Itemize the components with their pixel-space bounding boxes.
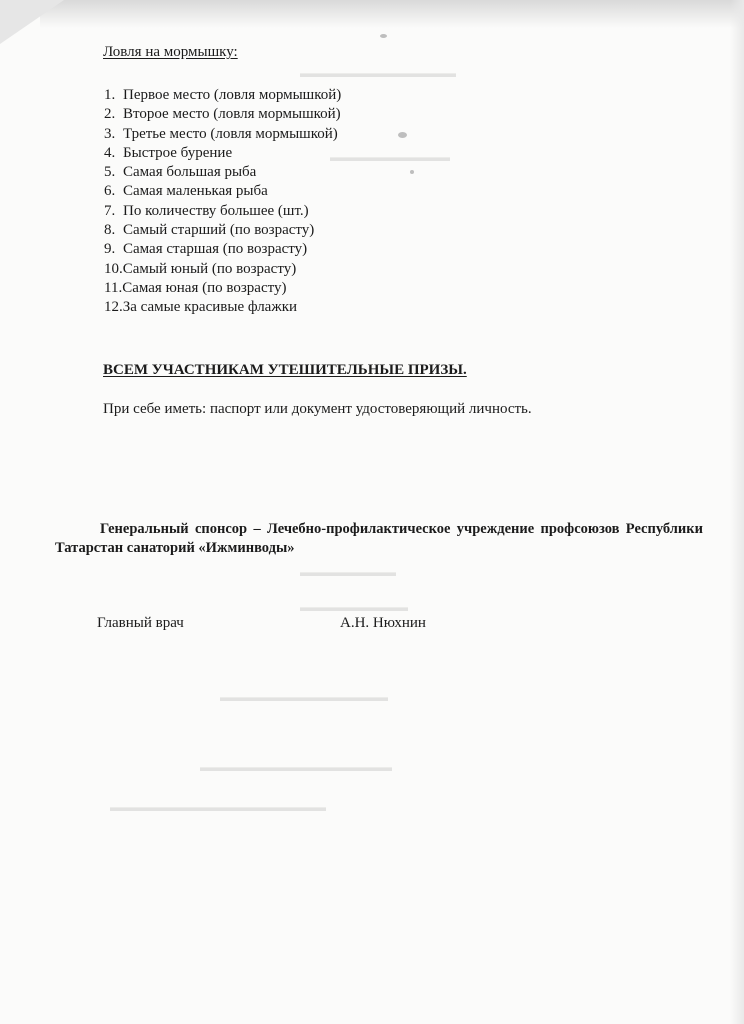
- list-item: 6. Самая маленькая рыба: [104, 183, 268, 200]
- scan-speck: [380, 34, 387, 38]
- list-item: 9. Самая старшая (по возрасту): [104, 241, 308, 258]
- section-heading: Ловля на мормышку:: [103, 44, 238, 60]
- documents-note: При себе иметь: паспорт или документ удостоверяющий личность.: [103, 401, 532, 417]
- signatory-name: А.Н. Нюхнин: [340, 615, 426, 631]
- bleed-through: ▬▬▬▬▬▬▬▬▬: [300, 600, 408, 614]
- bleed-through: ▬▬▬▬▬▬▬▬▬▬▬▬▬▬: [220, 690, 388, 704]
- consolation-prizes-heading: ВСЕМ УЧАСТНИКАМ УТЕШИТЕЛЬНЫЕ ПРИЗЫ.: [103, 362, 467, 378]
- scan-edge-shadow: [40, 0, 744, 28]
- list-item: 4. Быстрое бурение: [104, 144, 233, 161]
- list-item: 11.Самая юная (по возрасту): [104, 279, 287, 296]
- list-item: 5. Самая большая рыба: [104, 164, 257, 181]
- list-item: 10.Самый юный (по возрасту): [104, 260, 297, 277]
- list-item: 3. Третье место (ловля мормышкой): [104, 125, 338, 142]
- list-item: 12.За самые красивые флажки: [104, 299, 298, 316]
- scan-corner-shadow: [0, 0, 64, 44]
- list-item: 2. Второе место (ловля мормышкой): [104, 106, 341, 123]
- list-item: 1. Первое место (ловля мормышкой): [104, 87, 342, 103]
- prize-list: [104, 86, 341, 318]
- list-item: 7. По количеству большее (шт.): [104, 202, 309, 219]
- general-sponsor: Генеральный спонсор – Лечебно-профилактическое учреждение профсоюзов Республики Татарстан санаторий «Ижминводы»: [55, 521, 703, 556]
- bleed-through: ▬▬▬▬▬▬▬▬▬▬▬▬▬▬▬▬▬▬: [110, 800, 326, 814]
- scan-speck: [410, 170, 414, 174]
- bleed-through: ▬▬▬▬▬▬▬▬▬▬▬▬▬: [300, 66, 456, 80]
- bleed-through: ▬▬▬▬▬▬▬▬▬▬: [330, 150, 450, 164]
- scan-speck: [398, 132, 407, 138]
- bleed-through: ▬▬▬▬▬▬▬▬▬▬▬▬▬▬▬▬: [200, 760, 392, 774]
- bleed-through: ▬▬▬▬▬▬▬▬: [300, 565, 396, 579]
- scan-edge-shadow-right: [730, 0, 744, 1024]
- signatory-title: Главный врач: [97, 615, 184, 631]
- list-item: 8. Самый старший (по возрасту): [104, 222, 315, 239]
